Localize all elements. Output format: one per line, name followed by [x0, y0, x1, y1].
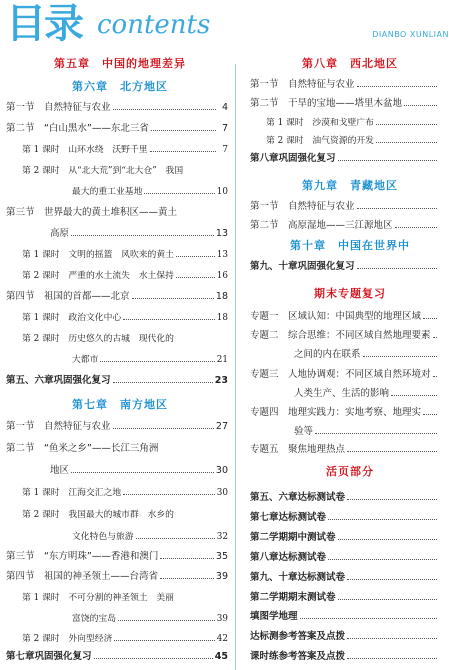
toc-entry[interactable]	[250, 611, 449, 623]
toc-entry-title: 第七章达标测试卷	[250, 512, 327, 523]
toc-entry-title: 第二节 干旱的宝地——塔里木盆地	[250, 98, 403, 109]
toc-entry-title: 活页部分	[326, 465, 374, 478]
dot-leader	[391, 395, 437, 396]
section-heading	[40, 399, 200, 411]
dot-leader	[123, 319, 215, 320]
toc-entry[interactable]	[6, 551, 228, 563]
toc-entry[interactable]	[22, 633, 228, 645]
toc-entry[interactable]	[6, 207, 228, 219]
toc-entry-title: 第三节 “东方明珠”——香港和澳门	[6, 551, 159, 562]
dot-leader	[338, 539, 437, 540]
toc-entry-title: 填图学地理	[250, 611, 298, 622]
dot-leader	[338, 160, 437, 161]
toc-entry-title: 第 1 课时 不可分割的神圣领土 美丽	[22, 593, 174, 603]
toc-entry-title: 达标测参考答案及点拨	[250, 631, 346, 642]
toc-entry[interactable]	[250, 201, 449, 213]
dot-leader	[363, 356, 437, 357]
dot-leader	[347, 499, 437, 500]
page-number: 23	[214, 375, 228, 386]
toc-entry[interactable]	[294, 388, 449, 400]
toc-entry-title: 第四节 祖国的首都——北京	[6, 291, 130, 302]
toc-entry[interactable]	[250, 651, 449, 663]
dot-leader	[347, 579, 437, 580]
toc-entry-title: 第二节 “鱼米之乡”——长江三角洲	[6, 443, 159, 454]
toc-entry[interactable]	[250, 153, 449, 165]
toc-entry-title: 第五章 中国的地理差异	[54, 57, 186, 70]
dot-leader	[113, 382, 213, 383]
toc-entry-title: 专题四 地理实践力：实地考察、地理实	[250, 407, 422, 418]
toc-entry-title: 专题五 聚焦地理热点	[250, 444, 346, 455]
toc-entry-title: 第二节 高原湿地——三江源地区	[250, 220, 393, 231]
dot-leader	[423, 414, 437, 415]
dot-leader	[71, 472, 214, 473]
page-number: 10	[216, 187, 228, 197]
page-number: 39	[215, 571, 228, 582]
section-heading	[40, 58, 200, 70]
toc-entry[interactable]	[250, 631, 449, 643]
toc-entry-title: 第九章 青藏地区	[302, 179, 398, 192]
dot-leader	[160, 558, 214, 559]
toc-entry[interactable]	[250, 369, 449, 381]
toc-entry[interactable]	[266, 117, 449, 129]
toc-entry-title: 文化特色与旅游	[72, 532, 134, 542]
toc-entry[interactable]	[6, 291, 228, 303]
toc-entry[interactable]	[22, 312, 228, 324]
toc-entry-title: 第三节 世界最大的黄土堆积区——黄土	[6, 207, 178, 218]
toc-entry-title: 第 1 课时 沙漠和戈壁广布	[266, 118, 374, 128]
toc-entry-title: 第 2 课时 从“北大荒”到“北大仓” 我国	[22, 166, 184, 176]
toc-entry-title: 第二学期期中测试卷	[250, 532, 336, 543]
toc-entry[interactable]	[294, 349, 449, 361]
toc-entry-title: 第一节 自然特征与农业	[6, 421, 111, 432]
dot-leader	[395, 227, 437, 228]
toc-entry[interactable]	[22, 509, 228, 521]
toc-entry[interactable]	[250, 592, 449, 604]
toc-entry-title: 第二节 “白山黑水”——东北三省	[6, 123, 149, 134]
dot-leader	[114, 640, 214, 641]
toc-entry-title: 第八章 西北地区	[302, 57, 398, 70]
toc-entry[interactable]	[250, 407, 449, 419]
dot-leader	[123, 494, 215, 495]
toc-entry-title: 人类生产、生活的影响	[294, 388, 390, 399]
dot-leader	[433, 376, 437, 377]
toc-entry-title: 期末专题复习	[314, 287, 386, 300]
toc-entry[interactable]	[250, 572, 449, 584]
toc-entry-title: 第八章巩固强化复习	[250, 153, 336, 164]
toc-entry-title: 第九、十章巩固强化复习	[250, 261, 355, 272]
toc-entry-title: 第 1 课时 山环水绕 沃野千里	[22, 145, 148, 155]
dot-leader	[433, 337, 437, 338]
toc-entry[interactable]	[72, 186, 228, 198]
page-number: 7	[222, 145, 228, 155]
toc-entry[interactable]	[250, 552, 449, 564]
toc-entry[interactable]	[50, 228, 228, 240]
toc-entry[interactable]	[6, 123, 228, 135]
page-number: 4	[221, 102, 228, 113]
dot-leader	[328, 519, 437, 520]
toc-entry-title: 第一节 自然特征与农业	[250, 79, 355, 90]
toc-entry[interactable]	[250, 492, 449, 504]
dot-leader	[423, 318, 437, 319]
toc-entry[interactable]	[250, 444, 449, 456]
page-number: 16	[216, 271, 228, 281]
dot-leader	[338, 599, 437, 600]
dot-leader	[94, 658, 213, 659]
toc-entry-title: 课时练参考答案及点拨	[250, 651, 346, 662]
dot-leader	[136, 538, 215, 539]
dot-leader	[376, 142, 437, 143]
page-number: 13	[215, 228, 228, 239]
dot-leader	[347, 451, 437, 452]
dot-leader	[113, 428, 214, 429]
toc-entry[interactable]	[266, 135, 449, 147]
dot-leader	[176, 256, 215, 257]
toc-entry-title: 第 2 课时 外向型经济	[22, 634, 113, 644]
toc-entry[interactable]	[22, 165, 228, 177]
toc-entry-title: 第七章巩固强化复习	[6, 651, 92, 662]
toc-entry[interactable]	[72, 613, 228, 625]
section-heading	[265, 180, 435, 192]
dot-leader	[404, 105, 437, 106]
dot-leader	[176, 277, 215, 278]
dot-leader	[150, 151, 216, 152]
toc-entry-title: 第 1 课时 政治文化中心	[22, 313, 122, 323]
page-number: 18	[215, 291, 228, 302]
toc-entry[interactable]	[250, 98, 449, 110]
toc-entry-title: 第一节 自然特征与农业	[6, 102, 111, 113]
page-number: 39	[216, 614, 228, 624]
page-number: 18	[216, 313, 228, 323]
dot-leader	[113, 109, 216, 110]
dot-leader	[357, 86, 437, 87]
toc-entry[interactable]	[6, 651, 228, 663]
toc-entry-title: 第十章 中国在世界中	[290, 239, 410, 252]
toc-entry[interactable]	[6, 421, 228, 433]
page-number: 13	[216, 250, 228, 260]
toc-entry[interactable]	[22, 333, 228, 345]
dot-leader	[357, 268, 437, 269]
toc-entry-title: 富饶的宝岛	[72, 614, 116, 624]
dot-leader	[151, 130, 216, 131]
toc-entry[interactable]	[250, 512, 449, 524]
toc-entry[interactable]	[72, 354, 228, 366]
page-number: 30	[216, 488, 228, 498]
toc-entry-title: 第 2 课时 我国最大的城市群 水乡的	[22, 510, 174, 520]
toc-entry-title: 第四节 祖国的神圣领土——台湾省	[6, 571, 159, 582]
dot-leader	[118, 620, 215, 621]
toc-entry[interactable]	[250, 79, 449, 91]
toc-entry-title: 高原	[50, 228, 70, 239]
toc-entry[interactable]	[22, 487, 228, 499]
toc-entry[interactable]	[6, 443, 228, 455]
page-number: 27	[215, 421, 228, 432]
toc-entry[interactable]	[6, 102, 228, 114]
dot-leader	[328, 559, 437, 560]
dot-leader	[347, 658, 437, 659]
toc-entry-title: 第八章达标测试卷	[250, 552, 327, 563]
page-number: 42	[216, 634, 228, 644]
page-number: 32	[216, 532, 228, 542]
toc-entry-title: 第 2 课时 油气资源的开发	[266, 136, 374, 146]
toc-entry[interactable]	[294, 426, 449, 438]
section-heading	[40, 81, 200, 93]
dot-leader	[347, 638, 437, 639]
page-number: 35	[215, 551, 228, 562]
dot-leader	[132, 298, 214, 299]
dot-leader	[71, 235, 214, 236]
toc-entry-title: 第五、六章巩固强化复习	[6, 375, 111, 386]
toc-entry[interactable]	[50, 465, 228, 477]
dot-leader	[376, 124, 437, 125]
toc-entry[interactable]	[22, 249, 228, 261]
page-number: 7	[221, 123, 228, 134]
toc-entry-title: 专题三 人地协调观：不同区域自然环境对	[250, 369, 431, 380]
section-heading	[265, 466, 435, 478]
dot-leader	[300, 618, 437, 619]
toc-entry-title: 专题一 区域认知：中国典型的地理区域	[250, 311, 422, 322]
toc-entry-title: 第七章 南方地区	[72, 398, 168, 411]
dot-leader	[315, 433, 437, 434]
title-cn: 目录	[6, 1, 82, 47]
toc-entry-title: 第 1 课时 文明的摇篮 风吹来的黄土	[22, 250, 174, 260]
brand-text: DIANBO XUNLIAN	[372, 30, 449, 39]
toc-entry-title: 第 2 课时 严重的水土流失 水土保持	[22, 271, 174, 281]
toc-entry[interactable]	[250, 220, 449, 232]
page-number: 45	[214, 651, 228, 662]
section-heading	[265, 288, 435, 300]
toc-entry[interactable]	[22, 592, 228, 604]
page-number: 21	[216, 355, 228, 365]
section-heading	[265, 58, 435, 70]
dot-leader	[357, 208, 437, 209]
toc-entry[interactable]	[250, 311, 449, 323]
toc-entry[interactable]	[72, 531, 228, 543]
toc-entry[interactable]	[250, 330, 449, 342]
dot-leader	[100, 361, 214, 362]
toc-entry-title: 第九、十章达标测试卷	[250, 572, 346, 583]
toc-entry-title: 验等	[294, 426, 314, 437]
toc-entry[interactable]	[6, 375, 228, 387]
dot-leader	[144, 193, 214, 194]
toc-entry-title: 之间的内在联系	[294, 349, 361, 360]
section-heading	[265, 240, 435, 252]
toc-entry[interactable]	[22, 144, 228, 156]
toc-entry-title: 第 2 课时 历史悠久的古城 现代化的	[22, 334, 174, 344]
toc-entry-title: 最大的重工业基地	[72, 187, 143, 197]
toc-entry[interactable]	[250, 532, 449, 544]
toc-entry[interactable]	[22, 270, 228, 282]
toc-entry-title: 大都市	[72, 355, 99, 365]
toc-entry-title: 第五、六章达标测试卷	[250, 492, 346, 503]
toc-entry[interactable]	[250, 261, 449, 273]
toc-entry-title: 地区	[50, 465, 70, 476]
toc-entry-title: 第六章 北方地区	[72, 80, 168, 93]
toc-entry-title: 专题二 综合思维：不同区域自然地理要素	[250, 330, 431, 341]
toc-entry-title: 第二学期期末测试卷	[250, 592, 336, 603]
toc-entry-title: 第一节 自然特征与农业	[250, 201, 355, 212]
dot-leader	[160, 578, 214, 579]
toc-entry[interactable]	[6, 571, 228, 583]
title-en: contents	[97, 10, 211, 40]
page-number: 30	[215, 465, 228, 476]
toc-entry-title: 第 1 课时 江海交汇之地	[22, 488, 122, 498]
